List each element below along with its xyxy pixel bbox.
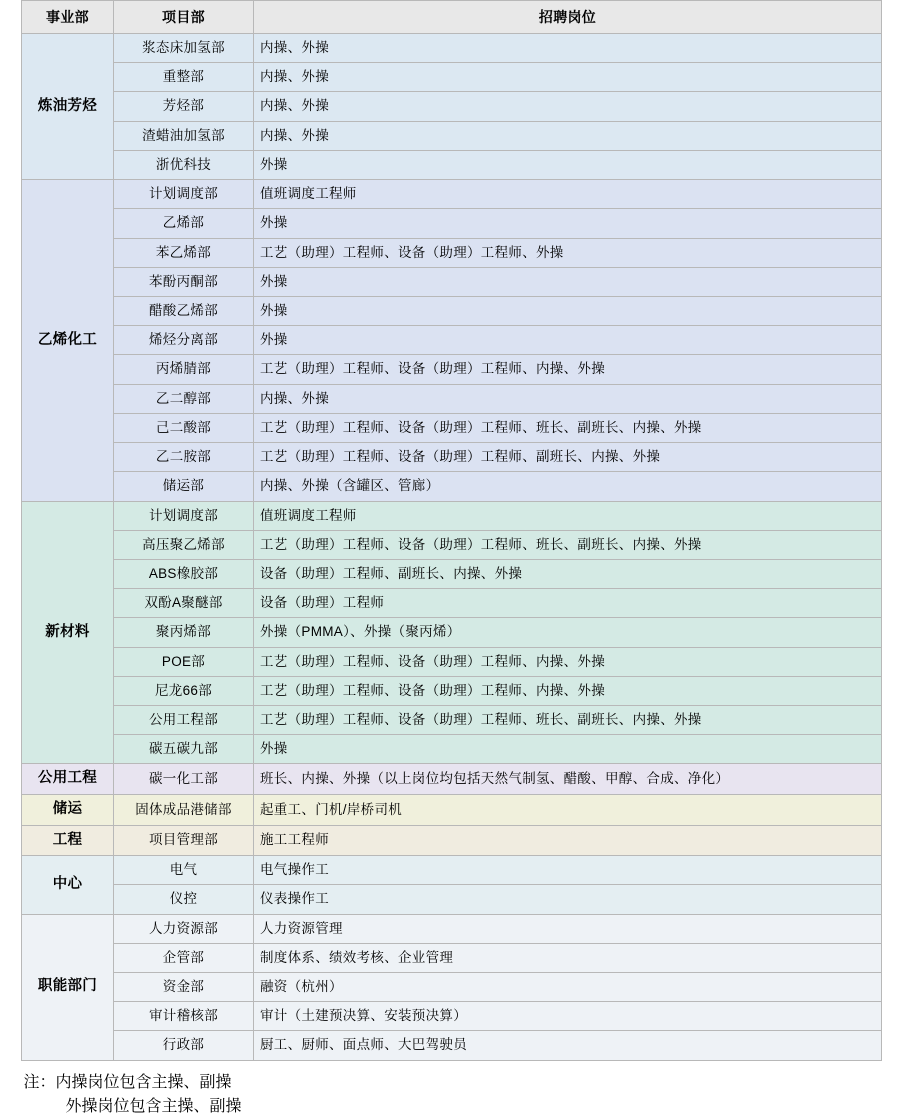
note-line-2: 外操岗位包含主操、副操	[65, 1098, 242, 1116]
table-row	[22, 559, 882, 588]
positions-cell: 融资（杭州）	[254, 973, 882, 1002]
business-unit-cell: 中心	[22, 856, 114, 914]
table-body	[22, 34, 882, 1061]
column-header-unit: 事业部	[22, 1, 114, 34]
positions-cell: 电气操作工	[254, 856, 882, 885]
column-header-department: 项目部	[114, 1, 254, 34]
table-row	[22, 914, 882, 943]
table-row	[22, 180, 882, 209]
table-row	[22, 443, 882, 472]
department-cell: 审计稽核部	[114, 1002, 254, 1031]
table-row	[22, 618, 882, 647]
table-row	[22, 1002, 882, 1031]
table-row	[22, 326, 882, 355]
department-cell: POE部	[114, 647, 254, 676]
department-cell: 聚丙烯部	[114, 618, 254, 647]
department-cell: 己二酸部	[114, 413, 254, 442]
table-row	[22, 501, 882, 530]
department-cell: 双酚A聚醚部	[114, 589, 254, 618]
positions-cell: 内操、外操	[254, 384, 882, 413]
table-row	[22, 530, 882, 559]
positions-cell: 外操	[254, 296, 882, 325]
positions-cell: 人力资源管理	[254, 914, 882, 943]
department-cell: 苯酚丙酮部	[114, 267, 254, 296]
positions-cell: 施工工程师	[254, 825, 882, 856]
positions-cell: 制度体系、绩效考核、企业管理	[254, 943, 882, 972]
positions-cell: 工艺（助理）工程师、设备（助理）工程师、内操、外操	[254, 676, 882, 705]
business-unit-cell: 公用工程	[22, 764, 114, 795]
department-cell: 醋酸乙烯部	[114, 296, 254, 325]
business-unit-cell: 新材料	[22, 501, 114, 764]
table-head	[22, 1, 882, 34]
positions-cell: 内操、外操	[254, 34, 882, 63]
recruitment-table	[21, 0, 882, 1061]
positions-cell: 内操、外操	[254, 63, 882, 92]
table-row	[22, 706, 882, 735]
department-cell: ABS橡胶部	[114, 559, 254, 588]
department-cell: 浆态床加氢部	[114, 34, 254, 63]
positions-cell: 外操	[254, 150, 882, 179]
department-cell: 丙烯腈部	[114, 355, 254, 384]
department-cell: 浙优科技	[114, 150, 254, 179]
department-cell: 尼龙66部	[114, 676, 254, 705]
department-cell: 固体成品港储部	[114, 795, 254, 826]
department-cell: 项目管理部	[114, 825, 254, 856]
table-row	[22, 267, 882, 296]
business-unit-cell: 乙烯化工	[22, 180, 114, 501]
table-row	[22, 885, 882, 914]
department-cell: 苯乙烯部	[114, 238, 254, 267]
table-row	[22, 973, 882, 1002]
table-row	[22, 856, 882, 885]
positions-cell: 外操	[254, 267, 882, 296]
positions-cell: 值班调度工程师	[254, 180, 882, 209]
table-row	[22, 825, 882, 856]
positions-cell: 外操	[254, 209, 882, 238]
positions-cell: 起重工、门机/岸桥司机	[254, 795, 882, 826]
positions-cell: 外操	[254, 326, 882, 355]
department-cell: 公用工程部	[114, 706, 254, 735]
table-row	[22, 384, 882, 413]
positions-cell: 工艺（助理）工程师、设备（助理）工程师、班长、副班长、内操、外操	[254, 706, 882, 735]
positions-cell: 外操	[254, 735, 882, 764]
table-row	[22, 795, 882, 826]
table-row	[22, 355, 882, 384]
positions-cell: 工艺（助理）工程师、设备（助理）工程师、内操、外操	[254, 355, 882, 384]
department-cell: 重整部	[114, 63, 254, 92]
department-cell: 资金部	[114, 973, 254, 1002]
table-row	[22, 735, 882, 764]
table-row	[22, 943, 882, 972]
positions-cell: 内操、外操	[254, 121, 882, 150]
department-cell: 计划调度部	[114, 180, 254, 209]
department-cell: 企管部	[114, 943, 254, 972]
positions-cell: 工艺（助理）工程师、设备（助理）工程师、副班长、内操、外操	[254, 443, 882, 472]
department-cell: 乙二胺部	[114, 443, 254, 472]
table-row	[22, 63, 882, 92]
table-row	[22, 92, 882, 121]
table-row	[22, 238, 882, 267]
positions-cell: 工艺（助理）工程师、设备（助理）工程师、班长、副班长、内操、外操	[254, 413, 882, 442]
positions-cell: 厨工、厨师、面点师、大巴驾驶员	[254, 1031, 882, 1060]
department-cell: 电气	[114, 856, 254, 885]
business-unit-cell: 职能部门	[22, 914, 114, 1060]
department-cell: 芳烃部	[114, 92, 254, 121]
positions-cell: 工艺（助理）工程师、设备（助理）工程师、内操、外操	[254, 647, 882, 676]
positions-cell: 内操、外操	[254, 92, 882, 121]
positions-cell: 外操（PMMA）、外操（聚丙烯）	[254, 618, 882, 647]
positions-cell: 班长、内操、外操（以上岗位均包括天然气制氢、醋酸、甲醇、合成、净化）	[254, 764, 882, 795]
department-cell: 人力资源部	[114, 914, 254, 943]
table-row	[22, 121, 882, 150]
table-row	[22, 589, 882, 618]
department-cell: 碳五碳九部	[114, 735, 254, 764]
department-cell: 乙二醇部	[114, 384, 254, 413]
table-row	[22, 472, 882, 501]
department-cell: 行政部	[114, 1031, 254, 1060]
table-row	[22, 676, 882, 705]
business-unit-cell: 工程	[22, 825, 114, 856]
positions-cell: 审计（土建预决算、安装预决算）	[254, 1002, 882, 1031]
positions-cell: 内操、外操（含罐区、管廊）	[254, 472, 882, 501]
table-row	[22, 296, 882, 325]
table-row	[22, 209, 882, 238]
business-unit-cell: 炼油芳烃	[22, 34, 114, 180]
table-row	[22, 647, 882, 676]
business-unit-cell: 储运	[22, 795, 114, 826]
positions-cell: 值班调度工程师	[254, 501, 882, 530]
department-cell: 计划调度部	[114, 501, 254, 530]
department-cell: 乙烯部	[114, 209, 254, 238]
positions-cell: 仪表操作工	[254, 885, 882, 914]
table-header-row	[22, 1, 882, 34]
department-cell: 储运部	[114, 472, 254, 501]
department-cell: 渣蜡油加氢部	[114, 121, 254, 150]
department-cell: 仪控	[114, 885, 254, 914]
positions-cell: 设备（助理）工程师、副班长、内操、外操	[254, 559, 882, 588]
department-cell: 高压聚乙烯部	[114, 530, 254, 559]
positions-cell: 工艺（助理）工程师、设备（助理）工程师、班长、副班长、内操、外操	[254, 530, 882, 559]
note-line-1: 注：内操岗位包含主操、副操	[23, 1073, 232, 1091]
notes-block	[22, 1071, 882, 1120]
positions-cell: 工艺（助理）工程师、设备（助理）工程师、外操	[254, 238, 882, 267]
column-header-positions: 招聘岗位	[254, 1, 882, 34]
table-row	[22, 34, 882, 63]
department-cell: 烯烃分离部	[114, 326, 254, 355]
department-cell: 碳一化工部	[114, 764, 254, 795]
table-row	[22, 413, 882, 442]
table-row	[22, 150, 882, 179]
positions-cell: 设备（助理）工程师	[254, 589, 882, 618]
table-row	[22, 1031, 882, 1060]
table-row	[22, 764, 882, 795]
